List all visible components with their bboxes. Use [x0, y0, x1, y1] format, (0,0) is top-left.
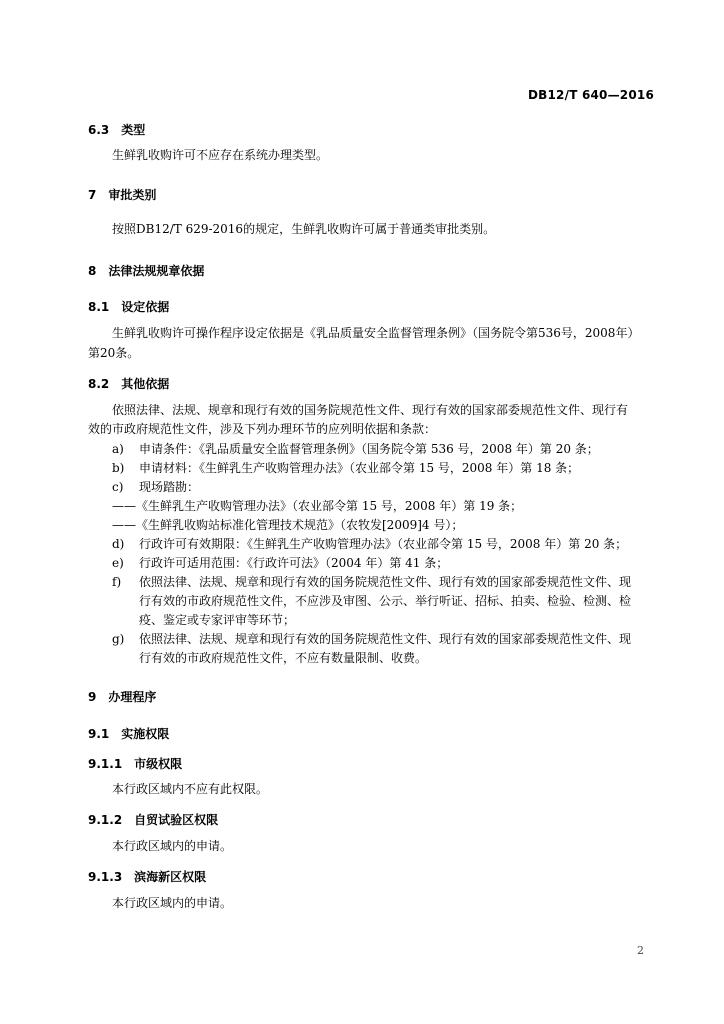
list-text: 申请条件：《乳品质量安全监督管理条例》（国务院令第 536 号，2008 年）第 20 条； [139, 442, 599, 456]
paragraph-8-2-line2: 效的市政府规范性文件，涉及下列办理环节的应列明依据和条款： [88, 422, 437, 436]
heading-title: 滨海新区权限 [134, 870, 207, 884]
page-number: 2 [637, 944, 644, 957]
paragraph-8-2-line1: 依照法律、法规、规章和现行有效的国务院规范性文件、现行有效的国家部委规范性文件、现行有 [112, 403, 629, 417]
list-text: 现场踏勘： [139, 480, 200, 494]
list-text: 申请材料：《生鲜乳生产收购管理办法》（农业部令第 15 号，2008 年）第 18 条； [139, 461, 580, 475]
list-item-g-cont1: 行有效的市政府规范性文件，不应有数量限制、收费。 [139, 651, 428, 665]
heading-number: 8 [88, 264, 97, 278]
heading-8 [88, 262, 204, 279]
list-item-f-cont1: 行有效的市政府规范性文件，不应涉及审图、公示、举行听证、招标、拍卖、检验、检测、检 [139, 594, 632, 608]
heading-title: 市级权限 [134, 757, 183, 771]
heading-9-1-2 [88, 811, 218, 828]
paragraph-6-3: 生鲜乳收购许可不应存在系统办理类型。 [112, 148, 329, 162]
heading-title: 自贸试验区权限 [134, 813, 219, 827]
heading-number: 8.2 [88, 377, 110, 391]
heading-title: 法律法规规章依据 [108, 264, 205, 278]
heading-title: 实施权限 [121, 727, 170, 741]
list-marker: d) [112, 537, 125, 551]
heading-7 [88, 186, 156, 203]
list-text: 行政许可有效期限：《生鲜乳生产收购管理办法》（农业部令第 15 号，2008 年）第 20 条； [139, 537, 628, 551]
list-text: 依照法律、法规、规章和现行有效的国务院规范性文件、现行有效的国家部委规范性文件、现 [139, 575, 632, 589]
paragraph-9-1-3: 本行政区域内的申请。 [112, 896, 233, 910]
heading-title: 办理程序 [108, 690, 157, 704]
heading-8-2 [88, 375, 169, 392]
heading-title: 类型 [121, 123, 146, 137]
paragraph-8-1-line2: 第20条。 [88, 346, 140, 360]
heading-title: 审批类别 [108, 188, 157, 202]
list-text: 依照法律、法规、规章和现行有效的国务院规范性文件、现行有效的国家部委规范性文件、现 [139, 632, 632, 646]
heading-8-1 [88, 298, 169, 315]
list-marker: a) [112, 442, 124, 456]
heading-number: 9.1.3 [88, 870, 123, 884]
list-marker: e) [112, 556, 124, 570]
dash-item-2: ——《生鲜乳收购站标准化管理技术规范》（农牧发[2009]4 号）； [112, 518, 464, 532]
document-code: DB12/T 640—2016 [528, 88, 654, 102]
dash-item-1: ——《生鲜乳生产收购管理办法》（农业部令第 15 号，2008 年）第 19 条； [112, 499, 523, 513]
heading-number: 9 [88, 690, 97, 704]
list-marker: c) [112, 480, 124, 494]
list-text: 行政许可适用范围：《行政许可法》（2004 年）第 41 条； [139, 556, 449, 570]
list-marker: f) [112, 575, 122, 589]
paragraph-8-1-line1: 生鲜乳收购许可操作程序设定依据是《乳品质量安全监督管理条例》（国务院令第536号，2008年） [112, 326, 640, 340]
paragraph-7: 按照DB12/T 629-2016的规定，生鲜乳收购许可属于普通类审批类别。 [112, 222, 496, 236]
heading-number: 6.3 [88, 123, 110, 137]
heading-number: 9.1 [88, 727, 110, 741]
heading-6-3 [88, 121, 145, 138]
heading-number: 7 [88, 188, 97, 202]
heading-title: 设定依据 [121, 300, 170, 314]
heading-9-1 [88, 725, 169, 742]
paragraph-9-1-2: 本行政区域内的申请。 [112, 839, 233, 853]
paragraph-9-1-1: 本行政区域内不应有此权限。 [112, 782, 269, 796]
heading-number: 9.1.1 [88, 757, 123, 771]
heading-number: 9.1.2 [88, 813, 123, 827]
list-item-f-cont2: 疫、鉴定或专家评审等环节； [139, 613, 296, 627]
heading-title: 其他依据 [121, 377, 170, 391]
heading-9 [88, 688, 156, 705]
list-marker: g) [112, 632, 125, 646]
list-marker: b) [112, 461, 125, 475]
heading-9-1-1 [88, 755, 182, 772]
heading-9-1-3 [88, 868, 206, 885]
heading-number: 8.1 [88, 300, 110, 314]
